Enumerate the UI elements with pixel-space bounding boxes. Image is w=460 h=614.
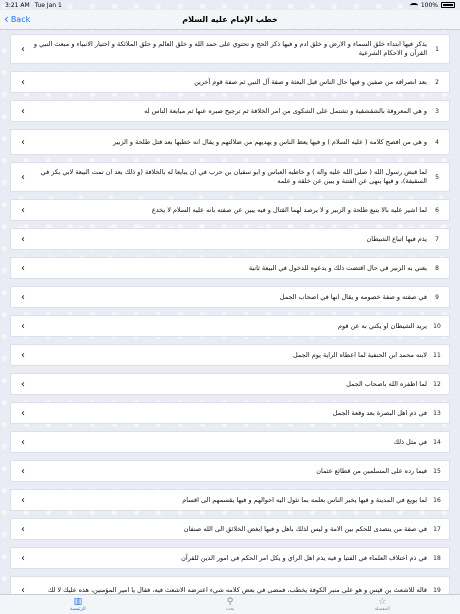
list-item[interactable] [10, 489, 450, 511]
chevron-left-icon: ‹ [4, 12, 9, 26]
list-item[interactable] [10, 71, 450, 93]
item-number: 17 [433, 525, 441, 533]
item-text: لما قبض رسول الله ( صلى الله عليه واله ) و خاطبه العباس و ابو سفيان بن حرب في ان يبايعا له بالخلافة (و ذلك بعد ان تمت البيعة لابي بكر في السقيفة)، و فيها ينهى عن الفتنة و يبين عن خلقه و علمه [40, 168, 427, 185]
item-number: 7 [435, 235, 439, 243]
item-number: 10 [433, 322, 441, 330]
chevron-left-icon: ‹ [21, 436, 25, 448]
chevron-left-icon: ‹ [21, 233, 25, 245]
list-item[interactable] [10, 344, 450, 366]
item-number: 19 [433, 586, 441, 594]
tab-favorites[interactable] [375, 597, 390, 612]
item-text: لابنه محمد ابن الحنفية لما اعطاه الراية يوم الجمل [292, 350, 427, 359]
item-number: 12 [433, 380, 441, 388]
list-item[interactable] [10, 228, 450, 250]
item-number: 1 [435, 45, 439, 53]
chevron-left-icon: ‹ [21, 105, 25, 117]
battery-icon [441, 2, 455, 8]
chevron-left-icon: ‹ [21, 552, 25, 564]
item-number: 15 [433, 467, 441, 475]
list-item[interactable] [10, 129, 450, 155]
back-button[interactable] [4, 13, 30, 25]
battery-percent: 100% [420, 1, 438, 9]
chevron-left-icon: ‹ [21, 349, 25, 361]
item-text: يريد الشيطان او يكني به عن قوم [338, 321, 427, 330]
item-number: 3 [435, 107, 439, 115]
tab-label: الرئيسية [70, 607, 86, 612]
tab-label: المفضلة [374, 607, 390, 612]
list-item[interactable] [10, 199, 450, 221]
item-text: يذكر فيها ابتداء خلق السماء و الارض و خلق ادم و فيها ذكر الحج و تحتوي على حمد الله و خلق العالم و خلق الملائكة و اختيار الانبياء و مبعث النبي و القرآن و الاحكام الشرعية [33, 40, 427, 57]
chevron-left-icon: ‹ [21, 584, 25, 594]
item-text: في صفته و صفة خصومه و يقال انها في اصحاب الجمل [279, 292, 427, 301]
chevron-left-icon: ‹ [21, 523, 25, 535]
back-label: Back [10, 14, 31, 24]
book-icon: ▥ [73, 597, 83, 607]
chevron-left-icon: ‹ [21, 76, 25, 88]
item-number: 18 [433, 554, 441, 562]
item-text: قاله للاشعث بن قيس و هو على منبر الكوفة يخطب، فمضى في بعض كلامه شيء اعترضه الاشعث فيه، فقال يا امير المؤمنين، هذه عليك لا لك [47, 585, 427, 594]
star-icon: ☆ [378, 597, 387, 607]
chevron-left-icon: ‹ [21, 494, 25, 506]
chevron-left-icon: ‹ [21, 320, 25, 332]
item-number: 8 [435, 264, 439, 272]
chevron-left-icon: ‹ [21, 465, 25, 477]
chevron-left-icon: ‹ [21, 262, 25, 274]
item-text: يذم فيها اتباع الشيطان [366, 234, 427, 243]
item-text: بعد انصرافه من صفين و فيها حال الناس قبل البعثة و صفة آل النبي ثم صفة قوم آخرين [194, 77, 427, 86]
list-item[interactable] [10, 431, 450, 453]
status-date: Tue Jan 1 [34, 1, 62, 9]
tab-bar [0, 594, 460, 614]
list-item[interactable] [10, 315, 450, 337]
list-item[interactable] [10, 518, 450, 540]
list-item[interactable] [10, 402, 450, 424]
tab-search[interactable] [226, 597, 235, 612]
list-item[interactable] [10, 286, 450, 308]
item-text: لما بويع في المدينة و فيها يخبر الناس بعلمه بما تئول اليه احوالهم و فيها يقسمهم الى اقسام [182, 495, 427, 504]
item-text: في صفة من يتصدى للحكم بين الامة و ليس لذلك باهل و فيها ابغض الخلائق الى الله صنفان [183, 524, 427, 533]
status-bar [0, 0, 460, 10]
item-text: فيما رده على المسلمين من قطائع عثمان [316, 466, 427, 475]
item-number: 2 [435, 78, 439, 86]
list-item[interactable] [10, 34, 450, 64]
item-number: 11 [433, 351, 441, 359]
tab-home[interactable] [70, 597, 86, 612]
list-item[interactable] [10, 100, 450, 122]
item-number: 4 [435, 138, 439, 146]
chevron-left-icon: ‹ [21, 378, 25, 390]
sermon-list [10, 34, 450, 594]
list-item[interactable] [10, 576, 450, 594]
chevron-left-icon: ‹ [21, 136, 25, 148]
list-item[interactable] [10, 257, 450, 279]
chevron-left-icon: ‹ [21, 171, 25, 183]
item-number: 6 [435, 206, 439, 214]
item-number: 13 [433, 409, 441, 417]
page-title: خطب الإمام عليه السلام [182, 15, 278, 24]
item-number: 14 [433, 438, 441, 446]
list-item[interactable] [10, 373, 450, 395]
search-icon: ⚲ [226, 597, 234, 607]
list-item[interactable] [10, 162, 450, 192]
item-number: 5 [435, 173, 439, 181]
item-text: في ذم اختلاف العلماء في الفتيا و فيه يذم اهل الراي و يكل امر الحكم في امور الدين للقرآن [181, 553, 427, 562]
item-text: و هي المعروفة بالشقشقية و تشتمل على الشكوى من امر الخلافة ثم ترجيح صبره عنها ثم مبايعة الناس له [144, 106, 427, 115]
item-text: و هي من افصح كلامه ( عليه السلام ) و فيها يعظ الناس و يهديهم من ضلالتهم و يقال انه خطبها بعد قتل طلحة و الزبير [113, 137, 427, 146]
item-number: 9 [435, 293, 439, 301]
wifi-icon [410, 3, 418, 8]
item-number: 16 [433, 496, 441, 504]
status-time: 3:21 AM [5, 1, 30, 9]
list-item[interactable] [10, 547, 450, 569]
item-text: يعني به الزبير في حال اقتضت ذلك و يدعوه للدخول في البيعة ثانية [248, 263, 427, 272]
chevron-left-icon: ‹ [21, 43, 25, 55]
navigation-bar [0, 10, 460, 30]
chevron-left-icon: ‹ [21, 204, 25, 216]
item-text: لما اشير عليه بالا يتبع طلحة و الزبير و لا يرصد لهما القتال و فيه يبين عن صفته بانه عليه السلام لا يخدع [151, 205, 427, 214]
item-text: في ذم اهل البصرة بعد وقعة الجمل [332, 408, 427, 417]
list-item[interactable] [10, 460, 450, 482]
chevron-left-icon: ‹ [21, 407, 25, 419]
chevron-left-icon: ‹ [21, 291, 25, 303]
item-text: لما اظفره الله باصحاب الجمل [346, 379, 427, 388]
tab-label: بحث [225, 607, 235, 612]
item-text: في مثل ذلك [393, 437, 427, 446]
